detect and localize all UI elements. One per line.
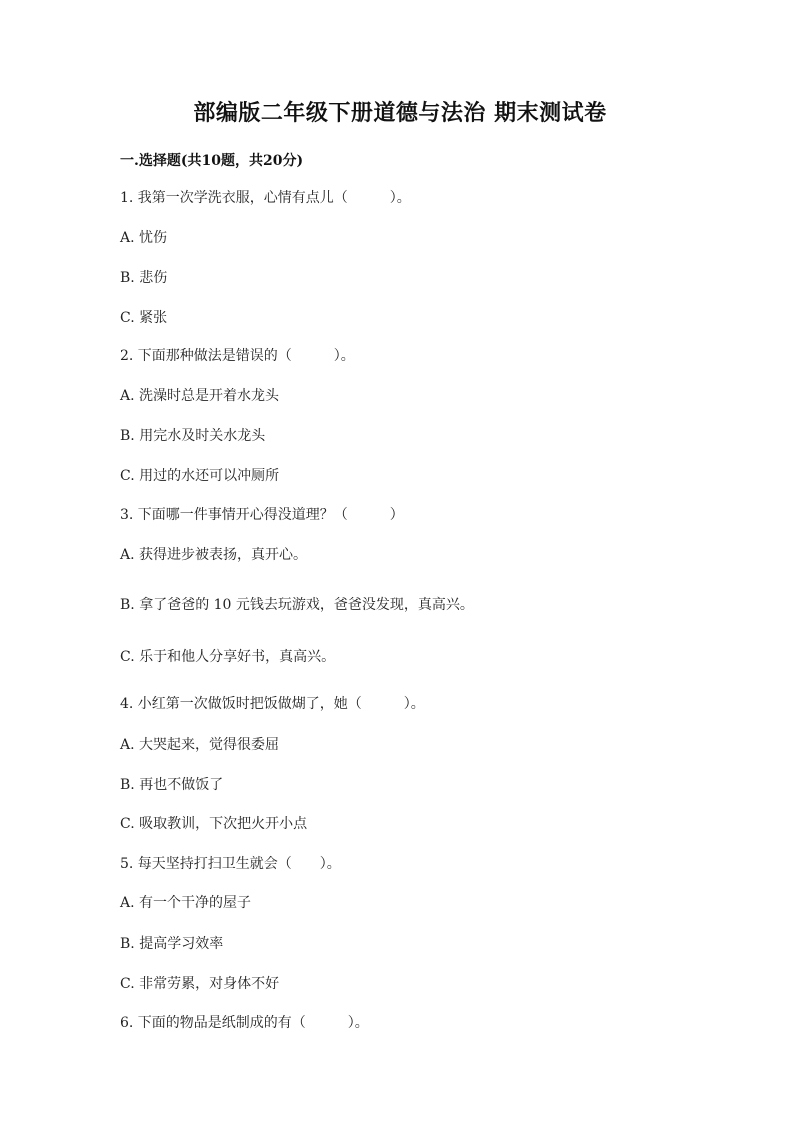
question-3-stem: 3. 下面哪一件事情开心得没道理？（ ） — [120, 507, 404, 523]
question-3-option-c: C. 乐于和他人分享好书，真高兴。 — [120, 649, 336, 665]
question-5-option-a: A. 有一个干净的屋子 — [120, 895, 252, 911]
question-1-option-a: A. 忧伤 — [120, 230, 168, 246]
question-6-stem: 6. 下面的物品是纸制成的有（ ）。 — [120, 1015, 369, 1031]
question-4-stem: 4. 小红第一次做饭时把饭做煳了，她（ ）。 — [120, 696, 425, 712]
question-5-option-c: C. 非常劳累，对身体不好 — [120, 976, 280, 992]
question-4-option-a: A. 大哭起来，觉得很委屈 — [120, 737, 280, 753]
section-heading: 一.选择题(共10题，共20分) — [120, 153, 304, 169]
question-5-stem: 5. 每天坚持打扫卫生就会（ ）。 — [120, 856, 341, 872]
question-3-option-b: B. 拿了爸爸的 10 元钱去玩游戏，爸爸没发现，真高兴。 — [120, 597, 474, 613]
question-4-option-b: B. 再也不做饭了 — [120, 777, 224, 793]
question-4-option-c: C. 吸取教训，下次把火开小点 — [120, 816, 308, 832]
question-1-option-c: C. 紧张 — [120, 310, 168, 326]
question-2-option-b: B. 用完水及时关水龙头 — [120, 428, 266, 444]
question-2-option-c: C. 用过的水还可以冲厕所 — [120, 468, 280, 484]
question-5-option-b: B. 提高学习效率 — [120, 936, 224, 952]
question-3-option-a: A. 获得进步被表扬，真开心。 — [120, 547, 308, 563]
question-1-option-b: B. 悲伤 — [120, 270, 168, 286]
question-2-stem: 2. 下面那种做法是错误的（ ）。 — [120, 348, 355, 364]
question-2-option-a: A. 洗澡时总是开着水龙头 — [120, 388, 280, 404]
question-1-stem: 1. 我第一次学洗衣服，心情有点儿（ ）。 — [120, 190, 411, 206]
page-title: 部编版二年级下册道德与法治 期末测试卷 — [193, 100, 607, 126]
